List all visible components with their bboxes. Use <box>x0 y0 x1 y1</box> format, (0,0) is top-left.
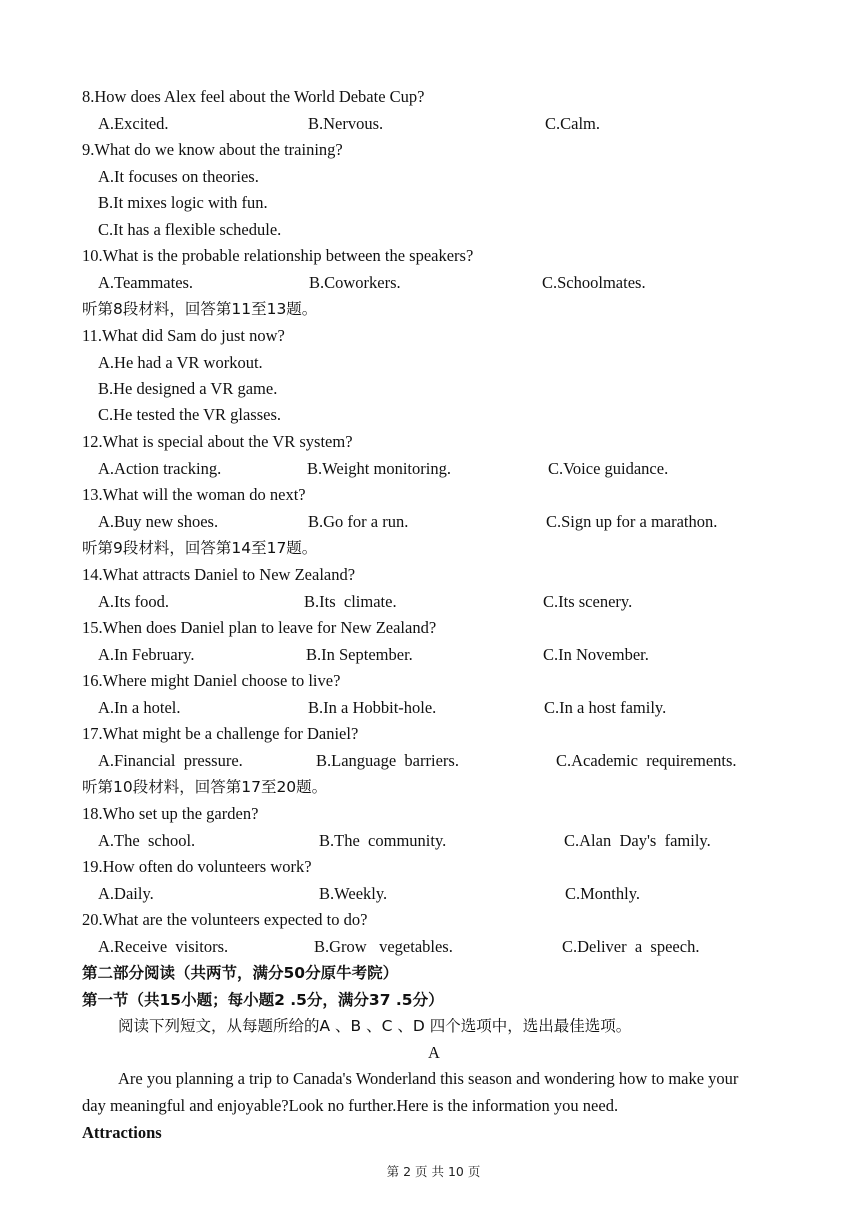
option-b: B.Go for a run. <box>308 512 409 531</box>
question-17-options <box>0 748 867 774</box>
option-a: A.Financial pressure. <box>98 751 243 770</box>
option-a: A.Excited. <box>98 114 169 133</box>
option-b: B.In a Hobbit-hole. <box>308 698 437 717</box>
option-c: C.Voice guidance. <box>548 459 669 478</box>
option-b: B.Language barriers. <box>316 751 459 770</box>
option-c: C.Sign up for a marathon. <box>546 512 718 531</box>
question-13-options <box>0 509 867 535</box>
question-19-stem: 19.How often do volunteers work? <box>82 857 312 876</box>
option-c: C.Monthly. <box>565 884 641 903</box>
option-a: A.Its food. <box>98 592 170 611</box>
question-12-stem: 12.What is special about the VR system? <box>82 432 353 451</box>
option-a: A.Action tracking. <box>98 459 222 478</box>
option-a: A.In a hotel. <box>98 698 181 717</box>
passage-line-1: Are you planning a trip to Canada's Wonderland this season and wondering how to make your <box>118 1069 739 1088</box>
option-a: A.Buy new shoes. <box>98 512 219 531</box>
option-b: B.Weight monitoring. <box>307 459 451 478</box>
option-c: C.Alan Day's family. <box>564 831 711 850</box>
question-11-option-a: A.He had a VR workout. <box>98 353 263 372</box>
question-17-stem: 17.What might be a challenge for Daniel? <box>82 724 359 743</box>
option-a: A.Daily. <box>98 884 154 903</box>
option-b: B.Coworkers. <box>309 273 401 292</box>
question-16-stem: 16.Where might Daniel choose to live? <box>82 671 341 690</box>
question-18-options <box>0 828 867 854</box>
section-8-instruction: 听第8段材料，回答第11至13题。 <box>82 300 318 318</box>
option-c: C.Academic requirements. <box>556 751 737 770</box>
option-b: B.The community. <box>319 831 447 850</box>
question-18-stem: 18.Who set up the garden? <box>82 804 259 823</box>
option-c: C.Its scenery. <box>543 592 633 611</box>
question-20-options <box>0 934 867 960</box>
part-2-title: 第二部分阅读（共两节，满分50分原牛考院） <box>82 964 399 982</box>
question-9-option-c: C.It has a flexible schedule. <box>98 220 282 239</box>
question-13-stem: 13.What will the woman do next? <box>82 485 306 504</box>
question-14-stem: 14.What attracts Daniel to New Zealand? <box>82 565 356 584</box>
option-c: C.Schoolmates. <box>542 273 646 292</box>
section-1-title: 第一节（共15小题；每小题2 .5分，满分37 .5分） <box>82 991 444 1009</box>
passage-line-2: day meaningful and enjoyable?Look no further.Here is the information you need. <box>82 1096 619 1115</box>
option-c: C.In a host family. <box>544 698 667 717</box>
option-a: A.In February. <box>98 645 195 664</box>
heading-attractions: Attractions <box>82 1123 162 1142</box>
option-a: A.Receive visitors. <box>98 937 229 956</box>
question-20-stem: 20.What are the volunteers expected to do? <box>82 910 368 929</box>
section-9-instruction: 听第9段材料，回答第14至17题。 <box>82 539 318 557</box>
option-b: B.Its climate. <box>304 592 397 611</box>
question-11-option-c: C.He tested the VR glasses. <box>98 405 282 424</box>
option-a: A.The school. <box>98 831 196 850</box>
passage-label: A <box>428 1043 440 1062</box>
question-19-options <box>0 881 867 907</box>
question-8-options <box>0 111 867 137</box>
option-c: C.Calm. <box>545 114 601 133</box>
option-b: B.Nervous. <box>308 114 384 133</box>
option-c: C.Deliver a speech. <box>562 937 700 956</box>
option-b: B.Grow vegetables. <box>314 937 453 956</box>
reading-instruction: 阅读下列短文，从每题所给的A 、B 、C 、D 四个选项中，选出最佳选项。 <box>118 1017 632 1035</box>
option-b: B.Weekly. <box>319 884 388 903</box>
question-16-options <box>0 695 867 721</box>
question-9-option-a: A.It focuses on theories. <box>98 167 259 186</box>
option-b: B.In September. <box>306 645 413 664</box>
question-14-options <box>0 589 867 615</box>
question-8-stem: 8.How does Alex feel about the World Debate Cup? <box>82 87 425 106</box>
question-9-stem: 9.What do we know about the training? <box>82 140 343 159</box>
question-12-options <box>0 456 867 482</box>
question-15-stem: 15.When does Daniel plan to leave for New Zealand? <box>82 618 437 637</box>
question-15-options <box>0 642 867 668</box>
question-10-stem: 10.What is the probable relationship between the speakers? <box>82 246 474 265</box>
option-a: A.Teammates. <box>98 273 194 292</box>
question-10-options <box>0 270 867 296</box>
option-c: C.In November. <box>543 645 649 664</box>
question-11-option-b: B.He designed a VR game. <box>98 379 278 398</box>
section-10-instruction: 听第10段材料，回答第17至20题。 <box>82 778 328 796</box>
question-9-option-b: B.It mixes logic with fun. <box>98 193 268 212</box>
question-11-stem: 11.What did Sam do just now? <box>82 326 285 345</box>
page-footer: 第 2 页 共 10 页 <box>386 1164 481 1179</box>
